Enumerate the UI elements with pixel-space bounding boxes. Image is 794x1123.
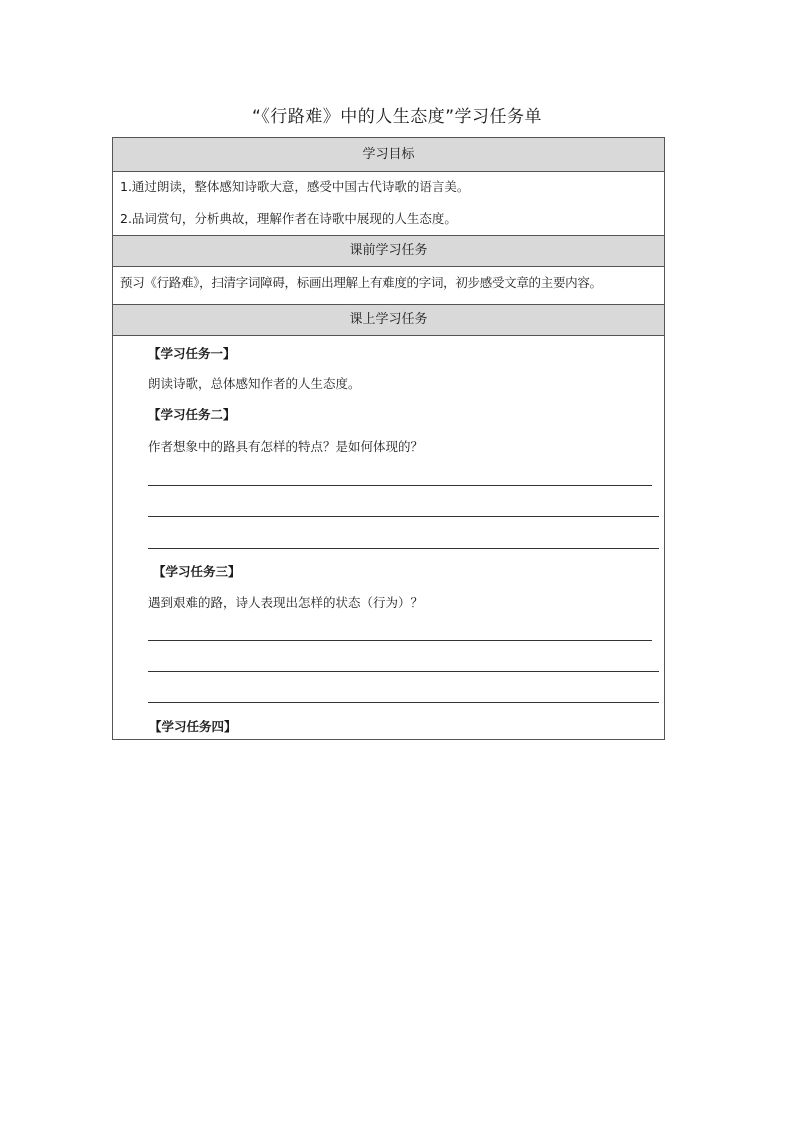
task-2-prompt: 作者想象中的路具有怎样的特点？是如何体现的？ [148,439,424,454]
objective-item-2: 2.品词赏句，分析典故，理解作者在诗歌中展现的人生态度。 [120,211,457,226]
worksheet-table [112,137,665,740]
preclass-header: 课前学习任务 [113,236,664,266]
task-1-prompt: 朗读诗歌，总体感知作者的人生态度。 [148,376,361,391]
task-3-prompt: 遇到艰难的路，诗人表现出怎样的状态（行为）？ [148,595,424,610]
inclass-header: 课上学习任务 [113,305,664,335]
preclass-text: 预习《行路难》，扫清字词障碍，标画出理解上有难度的字词，初步感受文章的主要内容。 [120,275,602,290]
divider [113,171,664,172]
answer-line[interactable] [148,640,652,641]
answer-line[interactable] [148,702,659,703]
answer-line[interactable] [148,671,659,672]
divider [113,335,664,336]
divider [113,266,664,267]
answer-line[interactable] [148,485,652,486]
task-2-label: 【学习任务二】 [148,407,236,422]
objectives-header: 学习目标 [113,138,664,171]
task-3-label: 【学习任务三】 [153,564,241,579]
task-1-label: 【学习任务一】 [148,346,236,361]
answer-line[interactable] [148,516,659,517]
answer-line[interactable] [148,548,659,549]
page-title: “《行路难》中的人生态度”学习任务单 [251,107,543,127]
task-4-label: 【学习任务四】 [149,719,237,734]
objective-item-1: 1.通过朗读，整体感知诗歌大意，感受中国古代诗歌的语言美。 [120,179,470,194]
